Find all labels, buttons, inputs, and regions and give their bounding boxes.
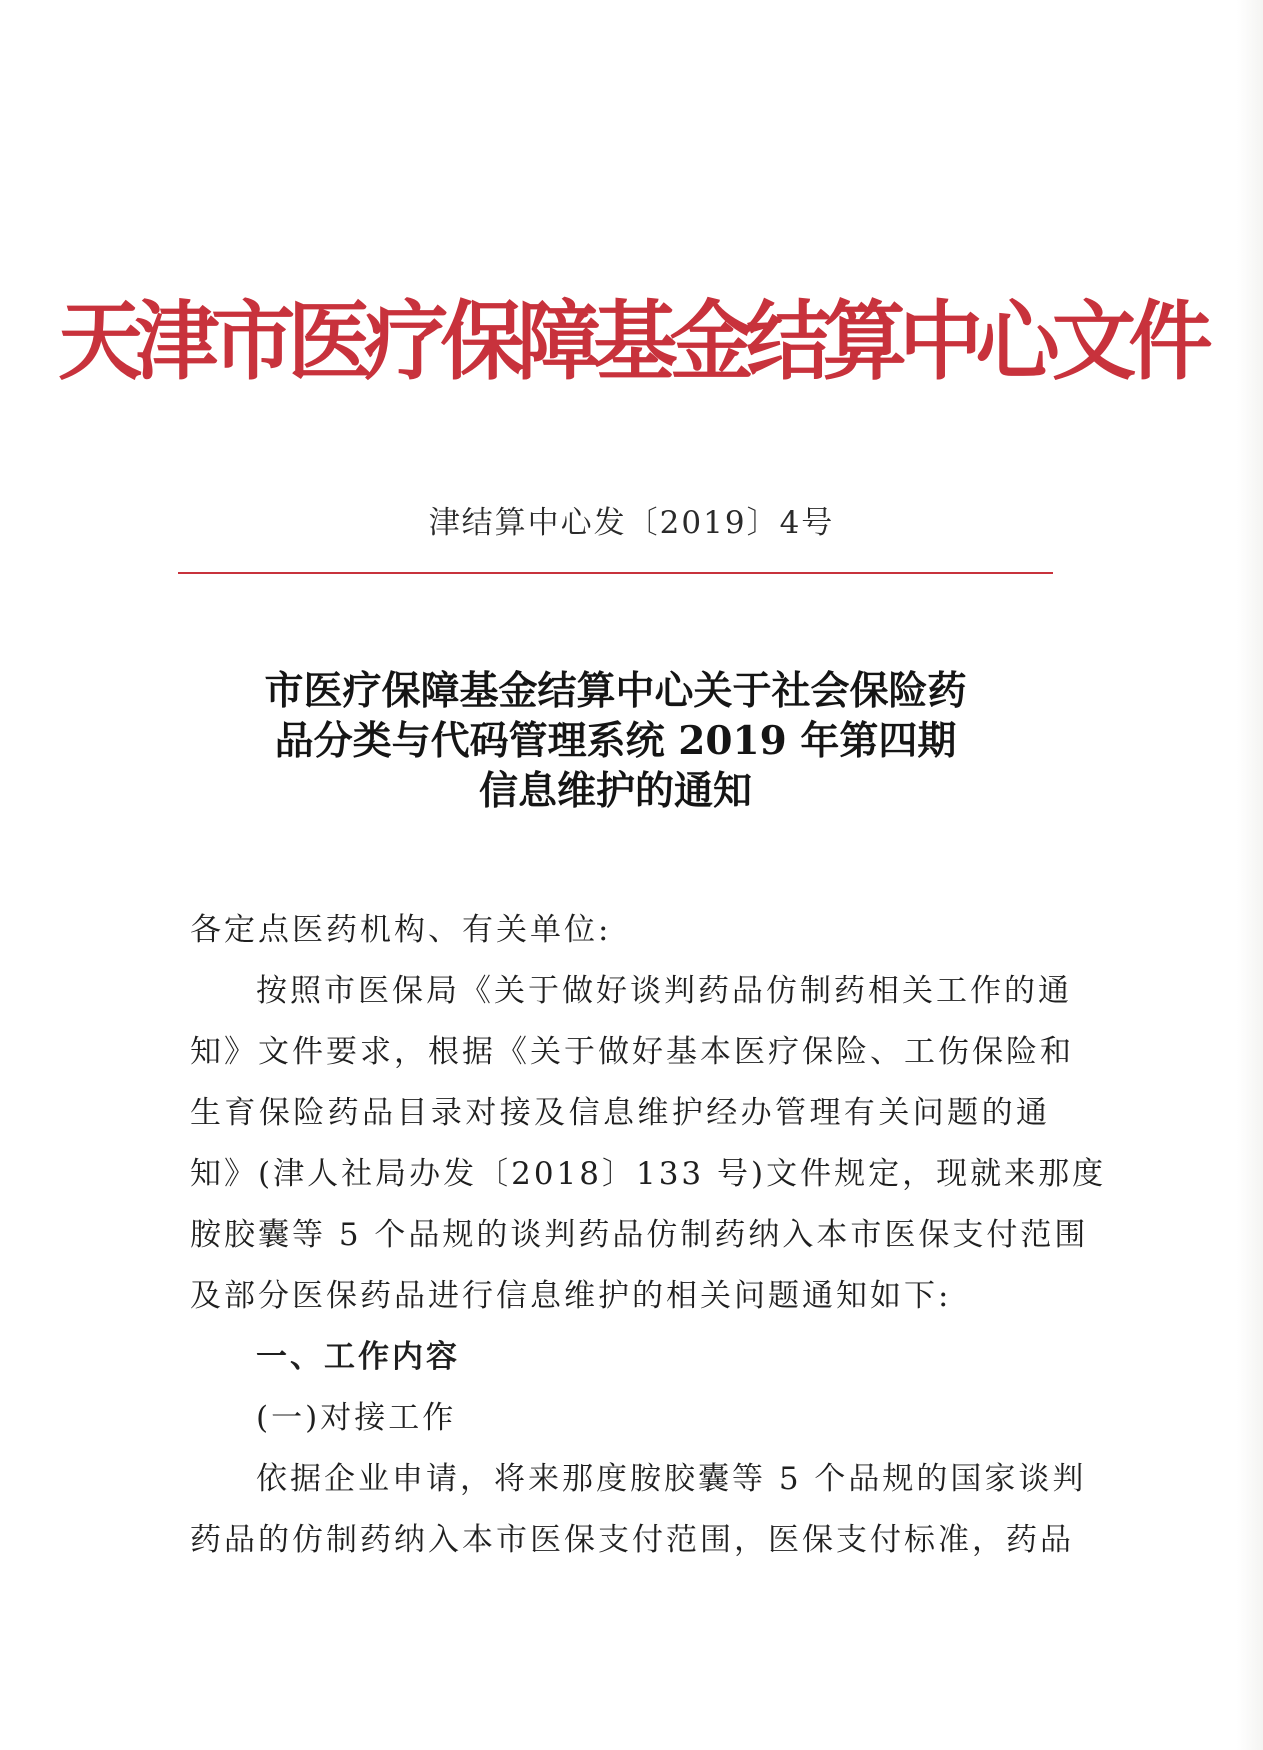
title-line: 市医疗保障基金结算中心关于社会保险药: [264, 668, 967, 714]
scan-edge: [1237, 0, 1263, 1750]
red-divider-line: [178, 572, 1053, 574]
paragraph-line: 胺胶囊等 5 个品规的谈判药品仿制药纳入本市医保支付范围: [190, 1217, 1089, 1253]
paragraph-line: 及部分医保药品进行信息维护的相关问题通知如下:: [190, 1278, 952, 1314]
paragraph-line: 知》(津人社局办发〔2018〕133 号)文件规定，现就来那度: [190, 1156, 1107, 1192]
section-heading: 一、工作内容: [256, 1339, 460, 1375]
paragraph-line: 依据企业申请，将来那度胺胶囊等 5 个品规的国家谈判: [256, 1461, 1087, 1497]
document-body: [190, 900, 1107, 1571]
paragraph-line: 按照市医保局《关于做好谈判药品仿制药相关工作的通: [256, 973, 1072, 1009]
salutation: 各定点医药机构、有关单位:: [190, 912, 612, 948]
title-line: 信息维护的通知: [478, 768, 752, 814]
paragraph-line: 生育保险药品目录对接及信息维护经办管理有关问题的通: [190, 1095, 1050, 1131]
document-masthead: 天津市医疗保障基金结算中心文件: [58, 291, 1205, 392]
title-line: 品分类与代码管理系统 2019 年第四期: [274, 718, 957, 764]
document-title: [178, 666, 1053, 816]
paragraph-line: 药品的仿制药纳入本市医保支付范围，医保支付标准，药品: [190, 1522, 1074, 1558]
paragraph-line: 知》文件要求，根据《关于做好基本医疗保险、工伤保险和: [190, 1034, 1074, 1070]
document-number: 津结算中心发〔2019〕4号: [428, 505, 835, 541]
subsection-heading: (一)对接工作: [256, 1400, 457, 1436]
